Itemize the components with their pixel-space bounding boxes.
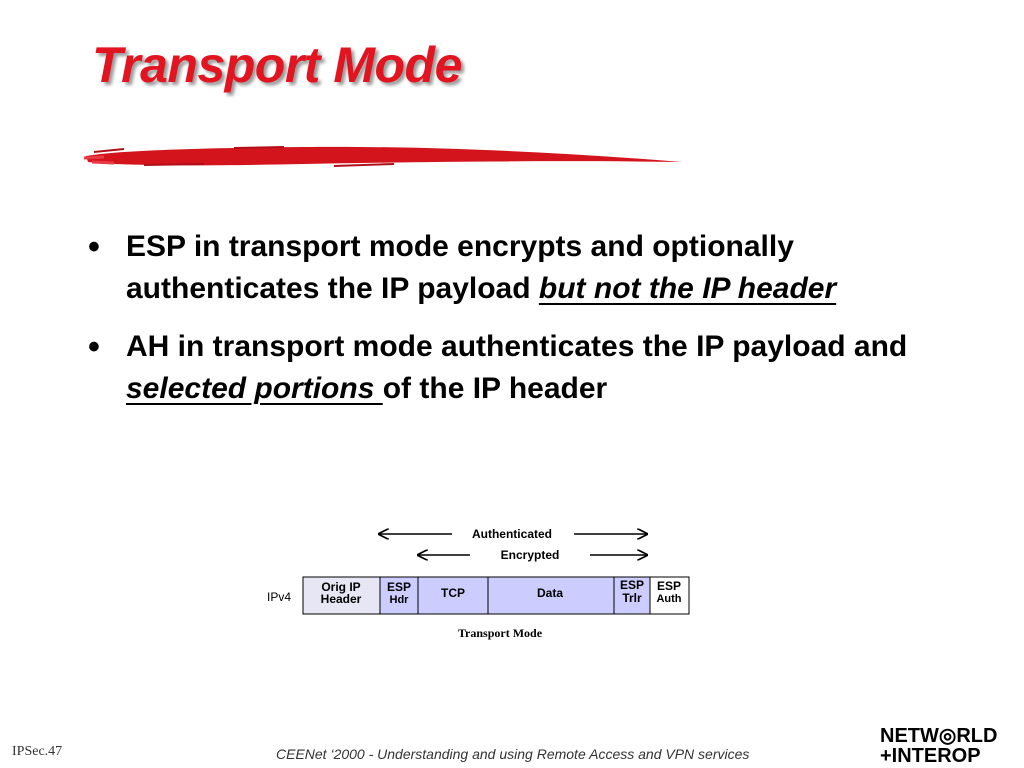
ipv4-label: IPv4 xyxy=(267,590,292,604)
esp-auth-label-line1: ESP xyxy=(656,579,682,593)
orig-ip-header-label-line1: Orig IP xyxy=(321,580,361,594)
networld-interop-logo xyxy=(880,726,997,766)
esp-auth-label-line2: Auth xyxy=(656,593,682,605)
orig-ip-header-label-line2: Header xyxy=(320,592,362,606)
footer-course-text: CEENet ‘2000 - Understanding and using Remote Access and VPN services xyxy=(276,746,750,762)
bullet-dot: • xyxy=(88,228,100,266)
bullet-emphasis: selected portions xyxy=(126,372,383,405)
bullet-text-after: of the IP header xyxy=(382,372,608,405)
esp-trlr-label-line2: Trlr xyxy=(622,591,642,605)
logo-line2: +INTEROP xyxy=(880,745,981,767)
data-label: Data xyxy=(536,586,564,600)
esp-trlr-label-line1: ESP xyxy=(619,578,645,592)
authenticated-label: Authenticated xyxy=(471,527,553,541)
esp-hdr-label-line2: Hdr xyxy=(389,594,409,606)
esp-hdr-label-line1: ESP xyxy=(386,580,412,594)
logo-line1: NETW◎RLD xyxy=(880,725,998,747)
bullet-text: AH in transport mode authenticates the IP payload and xyxy=(126,330,908,363)
diagram-caption: Transport Mode xyxy=(457,626,543,640)
bullet-text: ESP in transport mode encrypts and optionally authenticates the IP payload xyxy=(126,230,794,305)
slide-title: Transport Mode xyxy=(92,37,462,93)
slide-id: IPSec.47 xyxy=(12,744,63,759)
tcp-label: TCP xyxy=(441,586,465,600)
bullet-emphasis: but not the IP header xyxy=(538,272,837,305)
bullet-dot: • xyxy=(88,328,100,366)
encrypted-label: Encrypted xyxy=(500,548,560,562)
